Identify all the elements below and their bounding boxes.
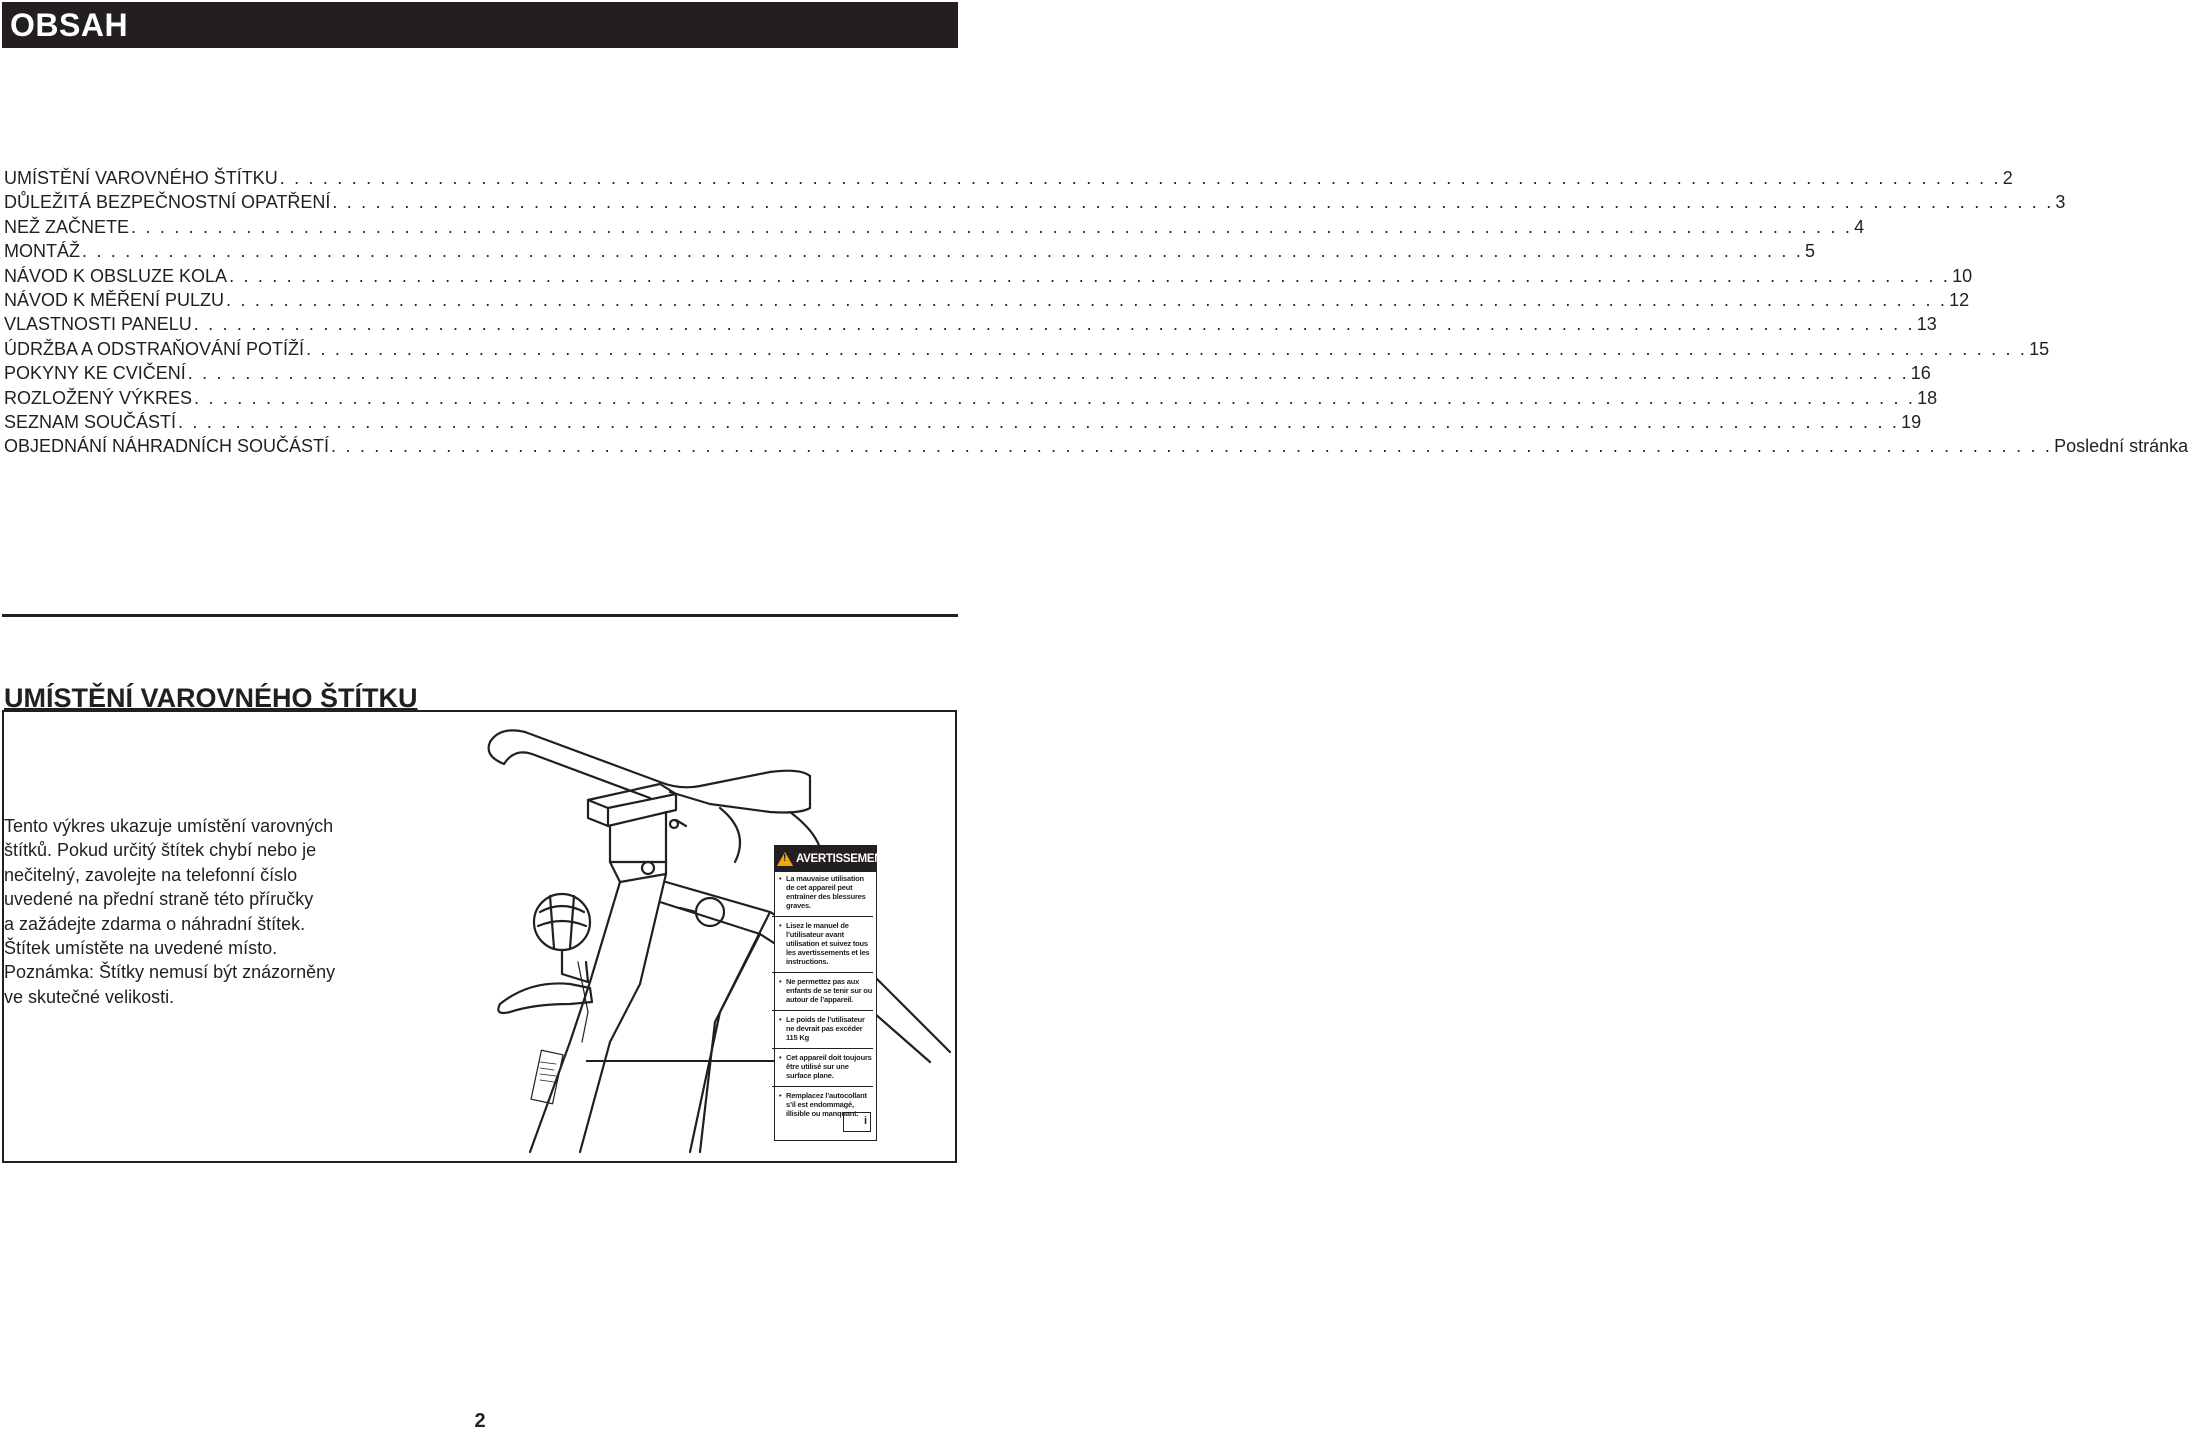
toc-entry-title: OBJEDNÁNÍ NÁHRADNÍCH SOUČÁSTÍ <box>4 436 330 457</box>
toc-entry[interactable] <box>4 190 2066 214</box>
toc-entry[interactable] <box>4 361 1931 385</box>
toc-entry[interactable] <box>4 166 2013 190</box>
toc-leader-dots: . . . . . . . . . . . . . . . . . . . . . . . . . . . . . . . . . . . . . . . . . . . . . . . . . . . . . . . . . . . . . . . . . . . . . . . . . . . . . . . . . . . . . . . . . . . . . . . . . . . . . . . . . . . . . . . . . . . . . . . . <box>331 436 2053 457</box>
warning-label-item: • Cet appareil doit toujours être utilisé sur une surface plane. <box>772 1048 873 1080</box>
toc-leader-dots: . . . . . . . . . . . . . . . . . . . . . . . . . . . . . . . . . . . . . . . . . . . . . . . . . . . . . . . . . . . . . . . . . . . . . . . . . . . . . . . . . . . . . . . . . . . . . . . . . . . . . . . . . . . . . . . . . . . . . . . . <box>226 289 1948 310</box>
toc-entry-page: 5 <box>1805 241 1816 262</box>
section-divider <box>2 614 958 617</box>
description-line: nečitelný, zavolejte na telefonní číslo <box>4 864 298 885</box>
toc-leader-dots: . . . . . . . . . . . . . . . . . . . . . . . . . . . . . . . . . . . . . . . . . . . . . . . . . . . . . . . . . . . . . . . . . . . . . . . . . . . . . . . . . . . . . . . . . . . . . . . . . . . . . . . . . . . . . . . . . . . . . . . . <box>306 338 2028 359</box>
toc-entry-title: NÁVOD K MĚŘENÍ PULZU <box>4 289 225 310</box>
warning-label-title: AVERTISSEMENT <box>796 852 890 865</box>
toc-entry[interactable] <box>4 215 1865 239</box>
toc-leader-dots: . . . . . . . . . . . . . . . . . . . . . . . . . . . . . . . . . . . . . . . . . . . . . . . . . . . . . . . . . . . . . . . . . . . . . . . . . . . . . . . . . . . . . . . . . . . . . . . . . . . . . . . . . . . . . . . . . . . . . . . . <box>229 265 1951 286</box>
page-number: 2 <box>474 1410 486 1432</box>
page-title: OBSAH <box>10 7 129 43</box>
toc-entry-page: 2 <box>2002 168 2013 188</box>
warning-triangle-icon: ! <box>777 852 793 866</box>
warning-label-heading <box>775 846 890 872</box>
toc-entry-title: MONTÁŽ <box>4 241 80 262</box>
toc-entry-page: 18 <box>1917 387 1938 408</box>
warning-label-item: • Lisez le manuel de l’utilisateur avant utilisation et suivez tous les avertissements et les instructions. <box>772 916 873 966</box>
toc-entry[interactable] <box>4 312 1937 336</box>
toc-entry-page: 12 <box>1949 289 1970 310</box>
toc-leader-dots: . . . . . . . . . . . . . . . . . . . . . . . . . . . . . . . . . . . . . . . . . . . . . . . . . . . . . . . . . . . . . . . . . . . . . . . . . . . . . . . . . . . . . . . . . . . . . . . . . . . . . . . . . . . . . . . . . . . . . . . . <box>187 363 1909 384</box>
label-pointer-arrow <box>586 1060 776 1062</box>
description-line: uvedené na přední straně této příručky <box>4 889 314 910</box>
toc-entry[interactable] <box>4 288 1970 312</box>
toc-entry-title: VLASTNOSTI PANELU <box>4 314 192 335</box>
toc-entry-title: DŮLEŽITÁ BEZPEČNOSTNÍ OPATŘENÍ <box>4 192 331 213</box>
toc-leader-dots: . . . . . . . . . . . . . . . . . . . . . . . . . . . . . . . . . . . . . . . . . . . . . . . . . . . . . . . . . . . . . . . . . . . . . . . . . . . . . . . . . . . . . . . . . . . . . . . . . . . . . . . . . . . . . . . . . . . . . . . . <box>193 314 1915 335</box>
frame-sticker-shape <box>531 1050 563 1103</box>
toc-entry[interactable] <box>4 434 2188 458</box>
description-line: štítků. Pokud určitý štítek chybí nebo je <box>4 840 317 861</box>
toc-entry-title: SEZNAM SOUČÁSTÍ <box>4 411 177 432</box>
description-line: a zažádejte zdarma o náhradní štítek. <box>4 913 306 934</box>
toc-entry-page: 15 <box>2029 338 2050 359</box>
toc-leader-dots: . . . . . . . . . . . . . . . . . . . . . . . . . . . . . . . . . . . . . . . . . . . . . . . . . . . . . . . . . . . . . . . . . . . . . . . . . . . . . . . . . . . . . . . . . . . . . . . . . . . . . . . . . . . . . . . . . . . . . . . . <box>178 411 1900 432</box>
warning-label-item: • Remplacez l’autocollant s’il est endommagé, illisible ou manquant. <box>772 1086 873 1118</box>
warning-label-item: • Le poids de l’utilisateur ne devrait pas excéder 115 Kg <box>772 1010 873 1042</box>
warning-label-list <box>775 872 876 1118</box>
toc-entry-title: NEŽ ZAČNETE <box>4 216 130 237</box>
warning-label-item: • Ne permettez pas aux enfants de se tenir sur ou autour de l’appareil. <box>772 972 873 1004</box>
description-line: Tento výkres ukazuje umístění varovných <box>4 816 334 836</box>
toc-entry-title: UMÍSTĚNÍ VAROVNÉHO ŠTÍTKU <box>4 168 278 188</box>
description-line: Poznámka: Štítky nemusí být znázorněny <box>4 962 336 983</box>
toc-leader-dots: . . . . . . . . . . . . . . . . . . . . . . . . . . . . . . . . . . . . . . . . . . . . . . . . . . . . . . . . . . . . . . . . . . . . . . . . . . . . . . . . . . . . . . . . . . . . . . . . . . . . . . . . . . . . . . . . . . . . . . . . <box>332 192 2054 213</box>
table-of-contents <box>4 166 2188 459</box>
toc-entry[interactable] <box>4 337 2050 361</box>
book-info-icon: i <box>843 1112 871 1132</box>
warning-label-item: • La mauvaise utilisation de cet appareil peut entraîner des blessures graves. <box>779 874 873 910</box>
description-line: Štítek umístěte na uvedené místo. <box>4 938 278 959</box>
warning-label <box>774 845 890 1141</box>
section-title: UMÍSTĚNÍ VAROVNÉHO ŠTÍTKU <box>4 683 418 713</box>
toc-entry-page: 3 <box>2055 192 2066 213</box>
toc-entry[interactable] <box>4 410 1922 434</box>
toc-entry-page: 4 <box>1854 216 1865 237</box>
section-description <box>4 814 384 1009</box>
header-bar <box>2 2 958 48</box>
lever-shape <box>498 983 592 1013</box>
exercise-bike-drawing <box>470 712 960 1162</box>
knob-right-shape <box>696 898 724 926</box>
toc-entry[interactable] <box>4 264 1973 288</box>
toc-entry-title: NÁVOD K OBSLUZE KOLA <box>4 265 228 286</box>
toc-entry-page: 19 <box>1901 411 1922 432</box>
toc-entry[interactable] <box>4 239 1816 263</box>
description-line: ve skutečné velikosti. <box>4 986 175 1007</box>
toc-entry-page: 10 <box>1952 265 1973 286</box>
handlebar-shape <box>490 730 810 787</box>
toc-entry-title: ROZLOŽENÝ VÝKRES <box>4 387 193 408</box>
toc-leader-dots: . . . . . . . . . . . . . . . . . . . . . . . . . . . . . . . . . . . . . . . . . . . . . . . . . . . . . . . . . . . . . . . . . . . . . . . . . . . . . . . . . . . . . . . . . . . . . . . . . . . . . . . . . . . . . . . . . . . . . . . . <box>194 387 1916 408</box>
toc-entry-page: 16 <box>1910 363 1931 384</box>
toc-entry-title: POKYNY KE CVIČENÍ <box>4 363 186 384</box>
toc-entry-page: 13 <box>1916 314 1937 335</box>
toc-entry-title: ÚDRŽBA A ODSTRAŇOVÁNÍ POTÍŽÍ <box>4 338 305 359</box>
toc-entry[interactable] <box>4 386 1938 410</box>
toc-leader-dots: . . . . . . . . . . . . . . . . . . . . . . . . . . . . . . . . . . . . . . . . . . . . . . . . . . . . . . . . . . . . . . . . . . . . . . . . . . . . . . . . . . . . . . . . . . . . . . . . . . . . . . . . . . . . . . . . . . . . . . . . <box>82 241 1804 262</box>
toc-entry-page: Poslední stránka <box>2054 436 2188 457</box>
toc-leader-dots: . . . . . . . . . . . . . . . . . . . . . . . . . . . . . . . . . . . . . . . . . . . . . . . . . . . . . . . . . . . . . . . . . . . . . . . . . . . . . . . . . . . . . . . . . . . . . . . . . . . . . . . . . . . . . . . . . . . . . . . . <box>131 216 1853 237</box>
toc-leader-dots: . . . . . . . . . . . . . . . . . . . . . . . . . . . . . . . . . . . . . . . . . . . . . . . . . . . . . . . . . . . . . . . . . . . . . . . . . . . . . . . . . . . . . . . . . . . . . . . . . . . . . . . . . . . . . . . . . . . . . . . . <box>279 168 2001 188</box>
